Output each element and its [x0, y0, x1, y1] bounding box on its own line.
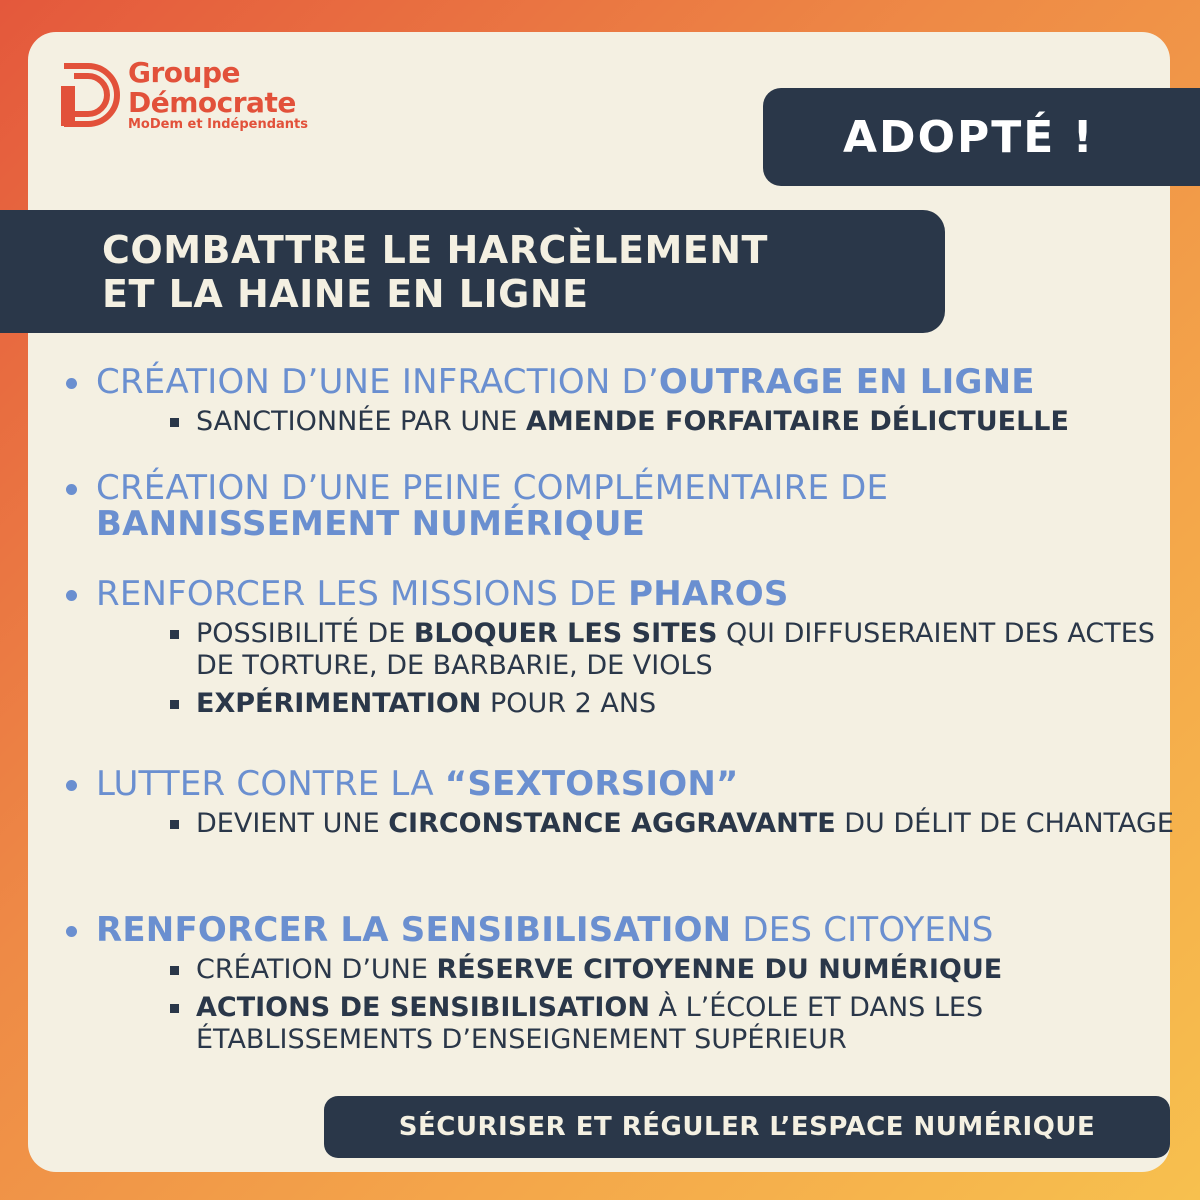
logo-line-groupe: Groupe	[128, 56, 240, 89]
bullet-square-icon	[170, 700, 179, 709]
heading-emphasis: “SEXTORSION”	[444, 764, 739, 804]
bullet-dot-icon	[66, 590, 77, 601]
sub-text: DU DÉLIT DE CHANTAGE	[835, 808, 1174, 839]
bullet-dot-icon	[66, 484, 77, 495]
heading-text: CRÉATION D’UNE PEINE COMPLÉMENTAIRE DE	[96, 468, 889, 508]
item-heading	[96, 912, 1176, 948]
heading-emphasis: BANNISSEMENT NUMÉRIQUE	[96, 504, 646, 544]
sub-text: SANCTIONNÉE PAR UNE	[196, 406, 526, 437]
page-title	[0, 210, 945, 333]
bullet-square-icon	[170, 966, 179, 975]
item-heading	[96, 766, 1176, 802]
groupe-democrate-logo	[58, 58, 338, 138]
footer-banner: SÉCURISER ET RÉGULER L’ESPACE NUMÉRIQUE	[324, 1096, 1170, 1158]
sub-text: POSSIBILITÉ DE	[196, 618, 414, 649]
bullet-square-icon	[170, 630, 179, 639]
title-line-1: COMBATTRE LE HARCÈLEMENT	[102, 228, 768, 272]
list-item-sextorsion	[66, 766, 1176, 840]
sub-emphasis: AMENDE FORFAITAIRE DÉLICTUELLE	[525, 406, 1069, 437]
logo-text	[128, 58, 308, 132]
adopted-badge: ADOPTÉ !	[763, 88, 1200, 186]
sub-item	[196, 992, 1176, 1056]
bullet-square-icon	[170, 820, 179, 829]
logo-line-modem: MoDem et Indépendants	[128, 117, 308, 132]
sub-item	[196, 688, 1176, 720]
sub-emphasis: ACTIONS DE SENSIBILISATION	[196, 992, 650, 1023]
list-item-pharos	[66, 576, 1176, 720]
sub-item	[196, 618, 1176, 682]
heading-emphasis: PHAROS	[628, 574, 789, 614]
heading-text: RENFORCER LES MISSIONS DE	[96, 574, 629, 614]
sub-text: CRÉATION D’UNE	[196, 954, 437, 985]
heading-emphasis: OUTRAGE EN LIGNE	[658, 362, 1035, 402]
list-item-bannissement	[66, 470, 1176, 542]
bullet-square-icon	[170, 418, 179, 427]
sub-text: DEVIENT UNE	[196, 808, 389, 839]
sub-text: POUR 2 ANS	[481, 688, 657, 719]
item-heading	[96, 470, 1176, 542]
item-heading	[96, 364, 1176, 400]
sub-emphasis: BLOQUER LES SITES	[413, 618, 718, 649]
sub-emphasis: CIRCONSTANCE AGGRAVANTE	[388, 808, 836, 839]
sub-emphasis: EXPÉRIMENTATION	[196, 688, 482, 719]
title-line-2: ET LA HAINE EN LIGNE	[102, 272, 589, 316]
sub-text: À L’ÉCOLE ET DANS LES ÉTABLISSEMENTS D’ENSEIGNEMENT SUPÉRIEUR	[196, 992, 984, 1055]
logo-d-mark-icon	[58, 60, 124, 130]
sub-item	[196, 954, 1176, 986]
sub-item	[196, 406, 1176, 438]
sub-item	[196, 808, 1176, 840]
list-item-sensibilisation	[66, 912, 1176, 1056]
bullet-dot-icon	[66, 378, 77, 389]
list-item-outrage	[66, 364, 1176, 438]
heading-text: DES CITOYENS	[731, 910, 994, 950]
bullet-square-icon	[170, 1004, 179, 1013]
heading-text: CRÉATION D’UNE INFRACTION D’	[96, 362, 659, 402]
heading-emphasis: RENFORCER LA SENSIBILISATION	[96, 910, 732, 950]
heading-text: LUTTER CONTRE LA	[96, 764, 445, 804]
sub-emphasis: RÉSERVE CITOYENNE DU NUMÉRIQUE	[436, 954, 1003, 985]
bullet-dot-icon	[66, 926, 77, 937]
sub-text: QUI DIFFUSERAIENT DES ACTES DE TORTURE, DE BARBARIE, DE VIOLS	[196, 618, 1155, 681]
bullet-dot-icon	[66, 780, 77, 791]
logo-line-democrate: Démocrate	[128, 86, 296, 119]
item-heading	[96, 576, 1176, 612]
